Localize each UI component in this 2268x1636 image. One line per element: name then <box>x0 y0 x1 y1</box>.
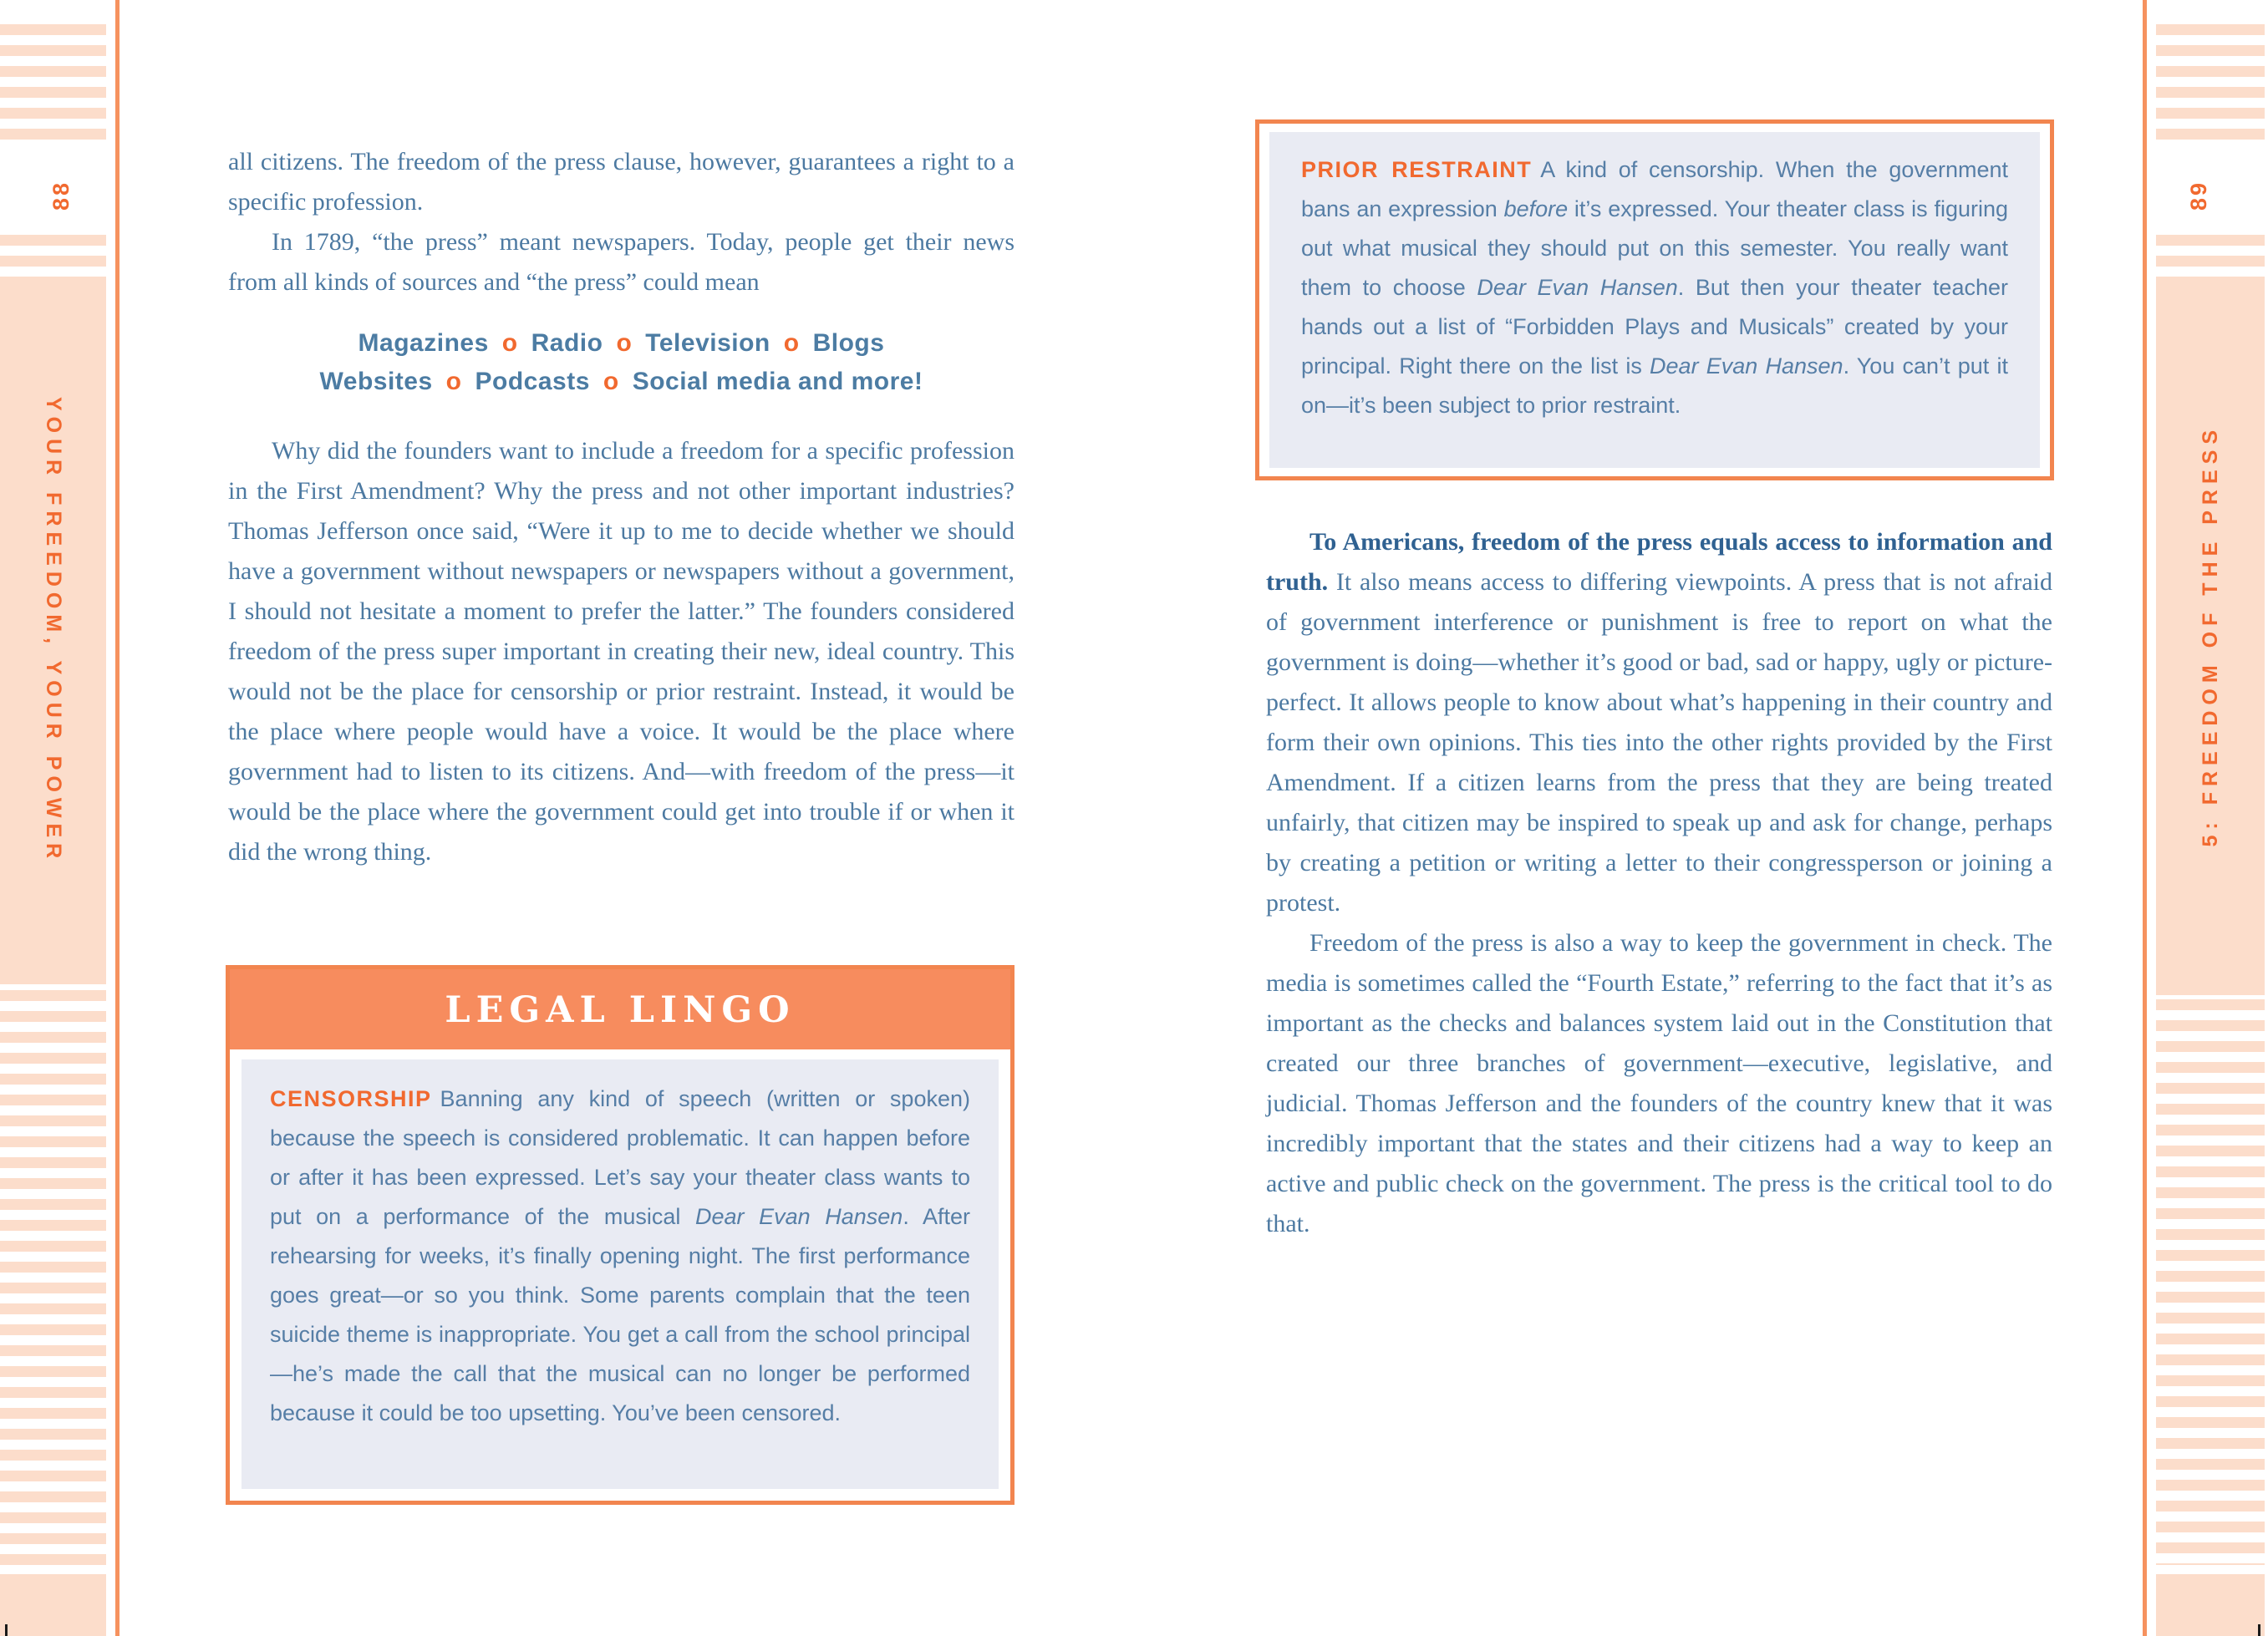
text-segment: A kind of censorship. When the government bans an expression <box>1301 157 2008 221</box>
media-item: Blogs <box>812 329 885 357</box>
censorship-term: CENSORSHIP <box>270 1086 432 1111</box>
media-item: Magazines <box>358 329 489 357</box>
text-segment: Dear Evan Hansen <box>1477 275 1678 300</box>
censorship-definition <box>242 1059 999 1489</box>
media-list <box>228 324 1014 401</box>
left-page <box>226 0 1014 1636</box>
censorship-body <box>270 1086 970 1425</box>
left-margin-stripes-top <box>0 24 106 141</box>
right-margin-foot-block <box>2156 1574 2265 1636</box>
paragraph <box>1266 522 2052 923</box>
right-margin-stripes-bottom <box>2156 999 2265 1565</box>
list-bullet-icon: o <box>616 329 633 357</box>
legal-lingo-title: LEGAL LINGO <box>230 969 1010 1049</box>
prior-restraint-definition <box>1269 132 2040 468</box>
text-segment: . You can’t put it on—it’s been subject to prior restraint. <box>1301 353 2008 418</box>
media-item: Websites <box>319 368 433 395</box>
right-margin-stripes-top <box>2156 24 2265 141</box>
right-page <box>1255 0 2054 1636</box>
crop-mark-left <box>5 1624 8 1636</box>
left-margin-stripes-mid <box>0 235 106 267</box>
media-item: Radio <box>531 329 603 357</box>
left-vertical-rule <box>115 0 120 1636</box>
legal-lingo-box <box>226 965 1014 1505</box>
media-list-line <box>228 363 1014 401</box>
prior-restraint-term: PRIOR RESTRAINT <box>1301 157 1533 182</box>
text-segment: To Americans, freedom of the press equals access to information and truth. <box>1266 528 2052 596</box>
left-margin-title: YOUR FREEDOM, YOUR POWER <box>42 396 65 865</box>
text-segment: . But then your theater teacher hands out a list of “Forbidden Plays and Musicals” created by your principal. Right there on the list is <box>1301 275 2008 379</box>
text-segment: Dear Evan Hansen <box>1650 353 1843 379</box>
right-margin-title: 5: FREEDOM OF THE PRESS <box>2198 424 2222 847</box>
right-page-number: 89 <box>2186 180 2211 211</box>
left-page-text <box>228 142 1014 872</box>
left-margin-stripes-bottom <box>0 990 106 1565</box>
right-page-text <box>1266 522 2052 1244</box>
crop-mark-right <box>2258 1624 2260 1636</box>
text-segment: before <box>1503 196 1569 221</box>
paragraph: all citizens. The freedom of the press clause, however, guarantees a right to a specific profession. <box>228 148 1014 216</box>
prior-restraint-body <box>1301 157 2008 418</box>
right-margin-stripes-mid <box>2156 235 2265 267</box>
media-item: Social media and more! <box>632 368 923 395</box>
text-segment: It also means access to differing viewpoints. A press that is not afraid of government interference or punishment is free to report on what the government is doing—whether it’s good or bad, sad or happy, ugly or picture-perfect. It allows people to know about what’s happening in their country and form their own opinions. This ties into the other rights provided by the First Amendment. If a citizen learns from the press that they are being treated unfairly, that citizen may be inspired to speak up and ask for change, perhaps by creating a petition or writing a letter to their congressperson or joining a protest. <box>1266 568 2052 917</box>
paragraph: Why did the founders want to include a freedom for a specific profession in the First Amendment? Why the press and not other important industries? Thomas Jefferson once said, “Were it up to me to decide whether we should have a government without newspapers or newspapers without a government, I should not hesitate a moment to prefer the latter.” The founders considered freedom of the press super important in creating their new, ideal country. This would not be the place for censorship or prior restraint. Instead, it would be the place where people would have a voice. It would be the place where government had to listen to its citizens. And—with freedom of the press—it would be the place where the government could get into trouble if or when it did the wrong thing. <box>228 437 1014 866</box>
paragraph: In 1789, “the press” meant newspapers. Today, people get their news from all kinds of sources and “the press” could mean <box>228 228 1014 296</box>
left-margin-foot-block <box>0 1574 106 1636</box>
list-bullet-icon: o <box>501 329 518 357</box>
list-bullet-icon: o <box>603 368 619 395</box>
list-bullet-icon: o <box>783 329 800 357</box>
paragraph: Freedom of the press is also a way to keep the government in check. The media is sometimes called the “Fourth Estate,” referring to the fact that it’s as important as the checks and balances system laid out in the Constitution that created our three branches of government—executive, legislative, and judicial. Thomas Jefferson and the founders of the country knew that it was incredibly important that the states and their citizens had a way to keep an active and public check on the government. The press is the critical tool to do that. <box>1266 929 2052 1237</box>
media-item: Television <box>645 329 770 357</box>
text-segment: Banning any kind of speech (written or spoken) because the speech is considered problematic. It can happen before or after it has been expressed. Let’s say your theater class wants to put on a performance of the musical <box>270 1086 970 1229</box>
text-segment: Dear Evan Hansen <box>694 1204 903 1229</box>
media-item: Podcasts <box>475 368 590 395</box>
text-segment: it’s expressed. Your theater class is figuring out what musical they should put on this semester. You really want them to choose <box>1301 196 2009 300</box>
prior-restraint-box <box>1255 119 2054 480</box>
list-bullet-icon: o <box>445 368 462 395</box>
right-vertical-rule <box>2143 0 2147 1636</box>
text-segment: . After rehearsing for weeks, it’s finally opening night. The first performance goes great—or so you think. Some parents complain that the teen suicide theme is inappropriate. You get a call from the school principal—he’s made the call that the musical can no longer be performed because it could be too upsetting. You’ve been censored. <box>270 1204 970 1425</box>
media-list-line <box>228 324 1014 363</box>
left-page-number: 88 <box>48 180 74 211</box>
